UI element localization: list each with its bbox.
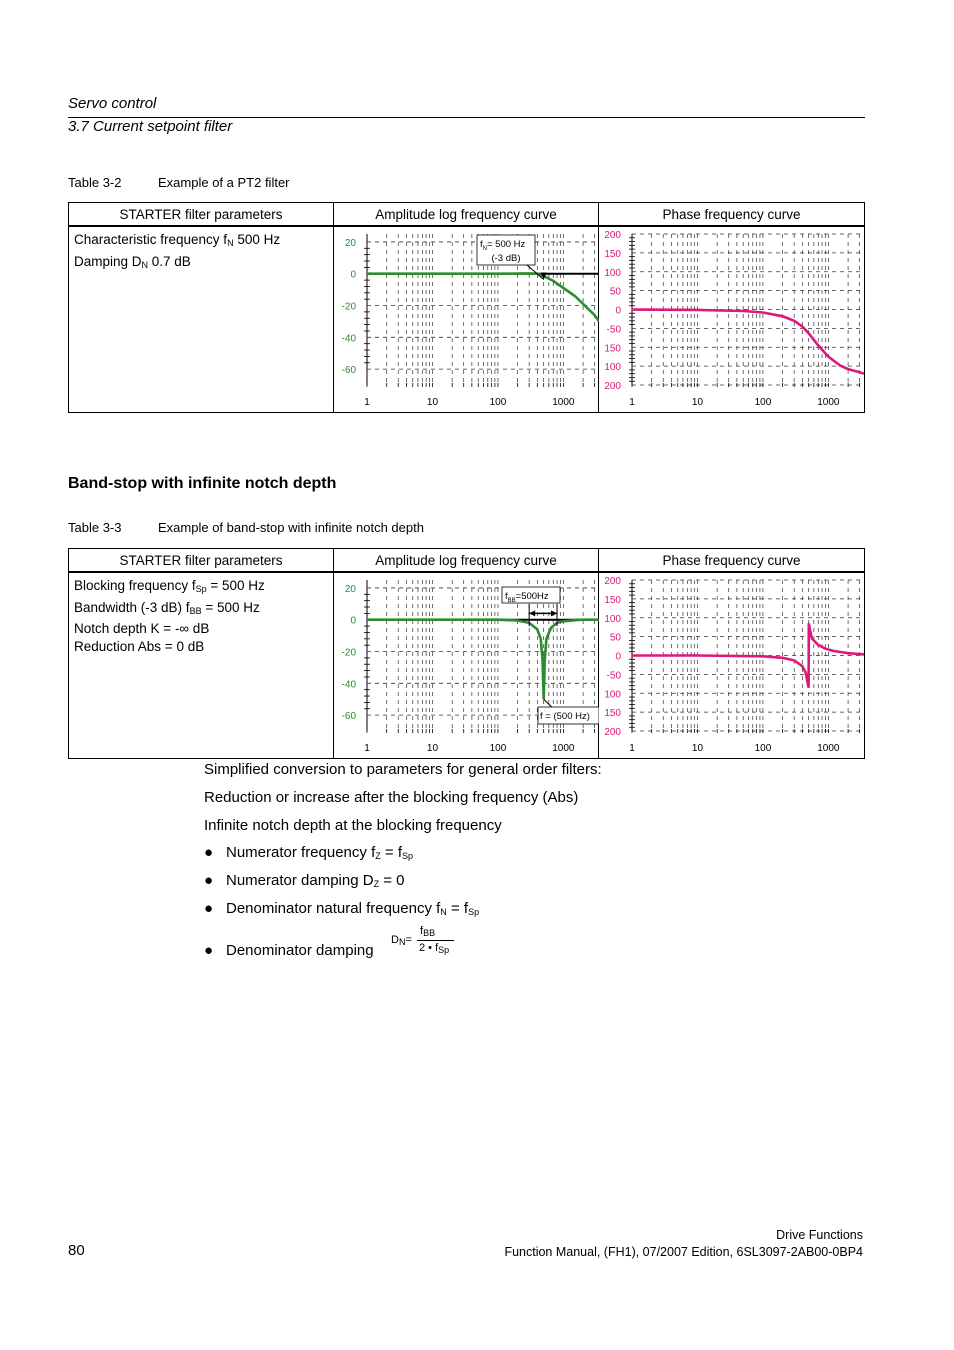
pt2-amplitude-chart bbox=[334, 227, 599, 407]
annotation-fn-label: $f_N= 500$ Hz bbox=[480, 239, 526, 252]
x-tick-label: 10 bbox=[426, 397, 439, 407]
y-tick-label: 200 bbox=[604, 727, 621, 738]
bandstop-phase-chart bbox=[599, 573, 864, 753]
bandwidth-arrowhead-left bbox=[529, 610, 535, 616]
paragraph-conversion: Simplified conversion to parameters for general order filters: bbox=[204, 761, 602, 778]
table-3-number: Table 3-3 bbox=[68, 520, 122, 535]
bandstop-filter-table bbox=[68, 548, 865, 759]
y-tick-label: -20 bbox=[341, 647, 356, 659]
annotation-3db-label: (-3 dB) bbox=[491, 253, 521, 264]
series-line bbox=[632, 310, 864, 374]
param-damping: Damping $D_N$ 0.7 dB bbox=[74, 253, 191, 270]
y-tick-label: 0 bbox=[350, 615, 356, 627]
series-line bbox=[367, 273, 599, 321]
x-tick-label: 1 bbox=[364, 743, 370, 753]
x-tick-label: 1000 bbox=[552, 743, 575, 753]
running-header-subsection: 3.7 Current setpoint filter bbox=[68, 118, 233, 135]
series-line bbox=[367, 620, 599, 700]
paragraph-notch-depth: Infinite notch depth at the blocking frequency bbox=[204, 817, 502, 834]
param-reduction: Reduction Abs = 0 dB bbox=[74, 638, 205, 654]
y-tick-label: 20 bbox=[344, 237, 356, 249]
bullet-dot: ● bbox=[204, 900, 214, 917]
paragraph-reduction: Reduction or increase after the blocking frequency (Abs) bbox=[204, 789, 579, 806]
y-tick-label: 150 bbox=[604, 248, 621, 260]
col-header-params: STARTER filter parameters bbox=[69, 549, 334, 573]
y-tick-label: 200 bbox=[604, 230, 621, 241]
table-3-caption bbox=[68, 520, 424, 535]
y-tick-label: 0 bbox=[615, 305, 621, 317]
bullet-denominator-frequency: ● Denominator natural frequency $f_N = f_{Sp}$ bbox=[204, 900, 480, 917]
x-tick-label: 100 bbox=[489, 397, 507, 407]
y-tick-label: 0 bbox=[350, 269, 356, 281]
param-blocking-frequency: Blocking frequency $f_{Sp} = 500$ Hz bbox=[74, 578, 265, 594]
running-header-section: Servo control bbox=[68, 95, 157, 112]
y-tick-label: 50 bbox=[609, 632, 621, 644]
pt2-parameters bbox=[69, 227, 333, 278]
annotation-blocking-freq: f = (500 Hz) bbox=[540, 711, 590, 722]
y-tick-label: -60 bbox=[341, 365, 356, 377]
x-tick-label: 1000 bbox=[817, 397, 840, 407]
y-tick-label: -60 bbox=[341, 711, 356, 723]
y-tick-label: 200 bbox=[604, 576, 621, 587]
footer-doc-title: Drive Functions bbox=[776, 1228, 863, 1242]
param-characteristic-frequency: Characteristic frequency $f_N$ 500 Hz bbox=[74, 232, 281, 248]
bullet-dot: ● bbox=[204, 942, 214, 959]
x-tick-label: 1000 bbox=[817, 743, 840, 753]
page-number: 80 bbox=[68, 1242, 85, 1259]
col-header-params: STARTER filter parameters bbox=[69, 203, 334, 227]
col-header-amplitude: Amplitude log frequency curve bbox=[334, 203, 599, 227]
table-2-caption bbox=[68, 175, 290, 190]
y-tick-label: -50 bbox=[606, 670, 621, 682]
param-bandwidth: Bandwidth (-3 dB) $f_{BB} = 500$ Hz bbox=[74, 599, 260, 616]
bullet-denominator-damping: ● Denominator damping bbox=[204, 942, 374, 959]
y-tick-label: -40 bbox=[341, 333, 356, 345]
y-tick-label: 200 bbox=[604, 381, 621, 392]
y-tick-label: 150 bbox=[604, 708, 621, 720]
y-tick-label: 20 bbox=[344, 583, 356, 595]
x-tick-label: 10 bbox=[426, 743, 439, 753]
series-line bbox=[632, 623, 864, 687]
y-tick-label: 100 bbox=[604, 689, 621, 701]
col-header-phase: Phase frequency curve bbox=[599, 549, 865, 573]
table-2-number: Table 3-2 bbox=[68, 175, 122, 190]
annotation-arrow bbox=[544, 699, 552, 707]
pt2-phase-chart bbox=[599, 227, 864, 407]
footer-doc-ref: Function Manual, (FH1), 07/2007 Edition, 6SL3097-2AB00-0BP4 bbox=[504, 1245, 863, 1259]
y-tick-label: 100 bbox=[604, 613, 621, 625]
bandwidth-arrowhead-right bbox=[551, 610, 557, 616]
bandstop-amplitude-chart bbox=[334, 573, 599, 753]
section-heading: Band-stop with infinite notch depth bbox=[68, 475, 337, 492]
x-tick-label: 100 bbox=[754, 397, 772, 407]
x-tick-label: 100 bbox=[754, 743, 772, 753]
y-tick-label: 0 bbox=[615, 651, 621, 663]
y-tick-label: 150 bbox=[604, 594, 621, 606]
col-header-phase: Phase frequency curve bbox=[599, 203, 865, 227]
table-2-title: Example of a PT2 filter bbox=[158, 175, 290, 190]
y-tick-label: -40 bbox=[341, 679, 356, 691]
y-tick-label: 50 bbox=[609, 286, 621, 298]
y-tick-label: -20 bbox=[341, 301, 356, 313]
bullet-dot: ● bbox=[204, 872, 214, 889]
x-tick-label: 1 bbox=[629, 743, 635, 753]
bullet-numerator-frequency: ● Numerator frequency $f_Z = f_{Sp}$ bbox=[204, 844, 414, 861]
x-tick-label: 1 bbox=[629, 397, 635, 407]
bullet-dot: ● bbox=[204, 844, 214, 861]
x-tick-label: 1000 bbox=[552, 397, 575, 407]
y-tick-label: 150 bbox=[604, 343, 621, 355]
annotation-fbb-label: $f_{BB}=500Hz$ bbox=[505, 591, 549, 604]
param-notch-depth: Notch depth K = -∞ dB bbox=[74, 621, 210, 636]
col-header-amplitude: Amplitude log frequency curve bbox=[334, 549, 599, 573]
table-3-title: Example of band-stop with infinite notch depth bbox=[158, 520, 424, 535]
y-tick-label: 100 bbox=[604, 362, 621, 374]
x-tick-label: 1 bbox=[364, 397, 370, 407]
y-tick-label: 100 bbox=[604, 267, 621, 279]
y-tick-label: -50 bbox=[606, 324, 621, 336]
bullet-numerator-damping: ● Numerator damping $D_Z = 0$ bbox=[204, 872, 405, 889]
x-tick-label: 10 bbox=[691, 397, 704, 407]
pt2-filter-table bbox=[68, 202, 865, 413]
bandstop-parameters bbox=[69, 573, 333, 659]
x-tick-label: 100 bbox=[489, 743, 507, 753]
header-rule bbox=[68, 117, 865, 118]
x-tick-label: 10 bbox=[691, 743, 704, 753]
